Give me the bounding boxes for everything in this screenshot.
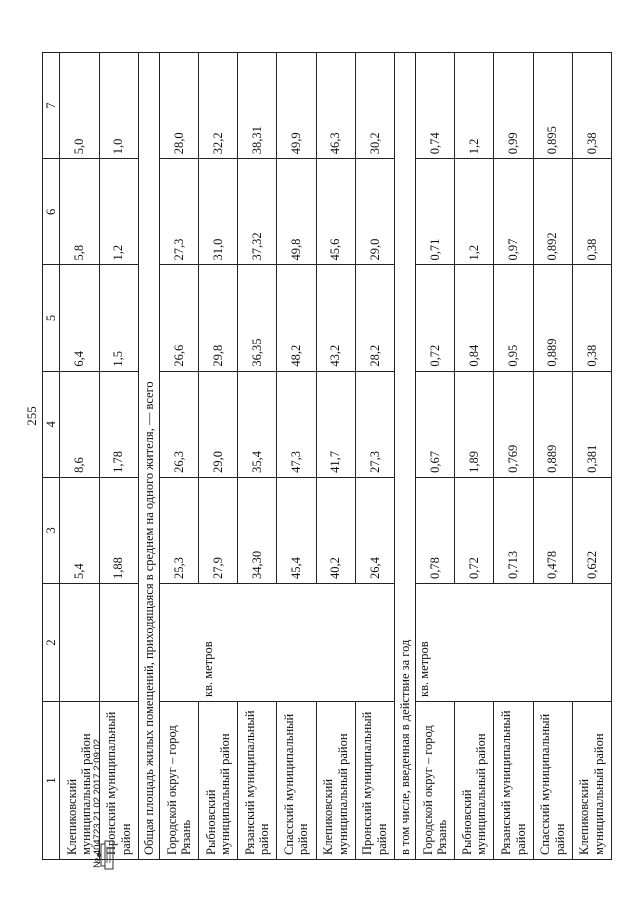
value-cell: 0,381 xyxy=(572,371,611,477)
value-cell: 48,2 xyxy=(277,265,316,371)
value-cell: 41,7 xyxy=(316,371,355,477)
value-cell: 37,32 xyxy=(238,159,277,265)
value-cell: 31,0 xyxy=(199,159,238,265)
value-cell: 1,88 xyxy=(99,477,138,583)
value-cell: 26,3 xyxy=(160,371,199,477)
value-cell: 43,2 xyxy=(316,265,355,371)
value-cell: 1,2 xyxy=(455,159,494,265)
value-cell: 0,38 xyxy=(572,53,611,159)
row-label: Спасский муниципальный район xyxy=(533,702,572,860)
section-title: в том числе, введенная в действие за год xyxy=(394,53,415,860)
header-cell: 6 xyxy=(43,159,60,265)
document-stamp: № 404723 21.02.2017 2:09:02 xyxy=(92,738,103,868)
value-cell: 0,895 xyxy=(533,53,572,159)
value-cell: 0,478 xyxy=(533,477,572,583)
value-cell: 1,5 xyxy=(99,265,138,371)
value-cell: 1,78 xyxy=(99,371,138,477)
value-cell: 29,0 xyxy=(355,159,394,265)
value-cell: 29,8 xyxy=(199,265,238,371)
value-cell: 0,38 xyxy=(572,265,611,371)
header-row xyxy=(43,53,60,860)
header-cell: 1 xyxy=(43,702,60,860)
table-row xyxy=(238,53,277,860)
row-label: Спасский муниципальный район xyxy=(277,702,316,860)
value-cell: 0,38 xyxy=(572,159,611,265)
row-label: Клепиковский муниципальный район xyxy=(316,702,355,860)
value-cell: 40,2 xyxy=(316,477,355,583)
row-label: Клепиковский муниципальный район xyxy=(60,702,99,860)
unit-cell xyxy=(416,584,612,702)
value-cell: 27,9 xyxy=(199,477,238,583)
data-table xyxy=(42,52,612,860)
table-row xyxy=(277,53,316,860)
section-header-row xyxy=(138,53,159,860)
value-cell: 5,8 xyxy=(60,159,99,265)
table-row xyxy=(160,53,199,860)
row-label: Рыбновский муниципальный район xyxy=(199,702,238,860)
value-cell: 0,99 xyxy=(494,53,533,159)
table-row xyxy=(316,53,355,860)
row-label: Городской округ – город Рязань xyxy=(160,702,199,860)
value-cell: 6,4 xyxy=(60,265,99,371)
value-cell: 0,71 xyxy=(416,159,455,265)
value-cell: 35,4 xyxy=(238,371,277,477)
row-label: Рязанский муниципальный район xyxy=(494,702,533,860)
value-cell: 25,3 xyxy=(160,477,199,583)
table-row xyxy=(199,53,238,860)
value-cell: 28,2 xyxy=(355,265,394,371)
section-title: Общая площадь жилых помещений, приходящаяся в среднем на одного жителя, — всего xyxy=(138,53,159,860)
value-cell: 0,97 xyxy=(494,159,533,265)
value-cell: 26,6 xyxy=(160,265,199,371)
value-cell: 45,4 xyxy=(277,477,316,583)
table-row xyxy=(355,53,394,860)
value-cell: 1,2 xyxy=(455,53,494,159)
value-cell: 8,6 xyxy=(60,371,99,477)
header-cell: 2 xyxy=(43,584,60,702)
value-cell: 27,3 xyxy=(160,159,199,265)
value-cell: 0,84 xyxy=(455,265,494,371)
value-cell: 0,889 xyxy=(533,371,572,477)
value-cell: 32,2 xyxy=(199,53,238,159)
value-cell: 0,95 xyxy=(494,265,533,371)
value-cell: 49,9 xyxy=(277,53,316,159)
value-cell: 1,2 xyxy=(99,159,138,265)
value-cell: 27,3 xyxy=(355,371,394,477)
value-cell: 26,4 xyxy=(355,477,394,583)
rotated-table-container xyxy=(42,52,612,860)
value-cell: 5,0 xyxy=(60,53,99,159)
header-cell: 3 xyxy=(43,477,60,583)
row-label: Рыбновский муниципальный район xyxy=(455,702,494,860)
value-cell: 1,89 xyxy=(455,371,494,477)
value-cell: 0,622 xyxy=(572,477,611,583)
row-label: Рязанский муниципальный район xyxy=(238,702,277,860)
value-cell: 0,892 xyxy=(533,159,572,265)
table-row xyxy=(494,53,533,860)
header-cell: 4 xyxy=(43,371,60,477)
value-cell: 0,889 xyxy=(533,265,572,371)
table-row xyxy=(572,53,611,860)
header-cell: 5 xyxy=(43,265,60,371)
section-header-row xyxy=(394,53,415,860)
unit-cell xyxy=(160,584,395,702)
value-cell: 0,72 xyxy=(416,265,455,371)
value-cell: 0,67 xyxy=(416,371,455,477)
row-label: Пронский муниципальный район xyxy=(99,702,138,860)
page-number: 255 xyxy=(24,406,39,426)
value-cell: 49,8 xyxy=(277,159,316,265)
value-cell: 46,3 xyxy=(316,53,355,159)
unit-label: кв. метров xyxy=(417,641,432,697)
value-cell: 28,0 xyxy=(160,53,199,159)
row-label: Клепиковский муниципальный район xyxy=(572,702,611,860)
value-cell: 47,3 xyxy=(277,371,316,477)
table-row xyxy=(533,53,572,860)
value-cell: 0,713 xyxy=(494,477,533,583)
value-cell: 45,6 xyxy=(316,159,355,265)
value-cell: 0,72 xyxy=(455,477,494,583)
value-cell: 0,78 xyxy=(416,477,455,583)
value-cell: 36,35 xyxy=(238,265,277,371)
row-label: Пронский муниципальный район xyxy=(355,702,394,860)
value-cell: 5,4 xyxy=(60,477,99,583)
value-cell: 34,30 xyxy=(238,477,277,583)
table-row xyxy=(455,53,494,860)
value-cell: 1,0 xyxy=(99,53,138,159)
value-cell: 30,2 xyxy=(355,53,394,159)
row-label: Городской округ – город Рязань xyxy=(416,702,455,860)
value-cell: 0,769 xyxy=(494,371,533,477)
unit-label: кв. метров xyxy=(201,641,216,697)
value-cell: 38,31 xyxy=(238,53,277,159)
value-cell: 0,74 xyxy=(416,53,455,159)
table-row xyxy=(416,53,455,860)
header-cell: 7 xyxy=(43,53,60,159)
value-cell: 29,0 xyxy=(199,371,238,477)
